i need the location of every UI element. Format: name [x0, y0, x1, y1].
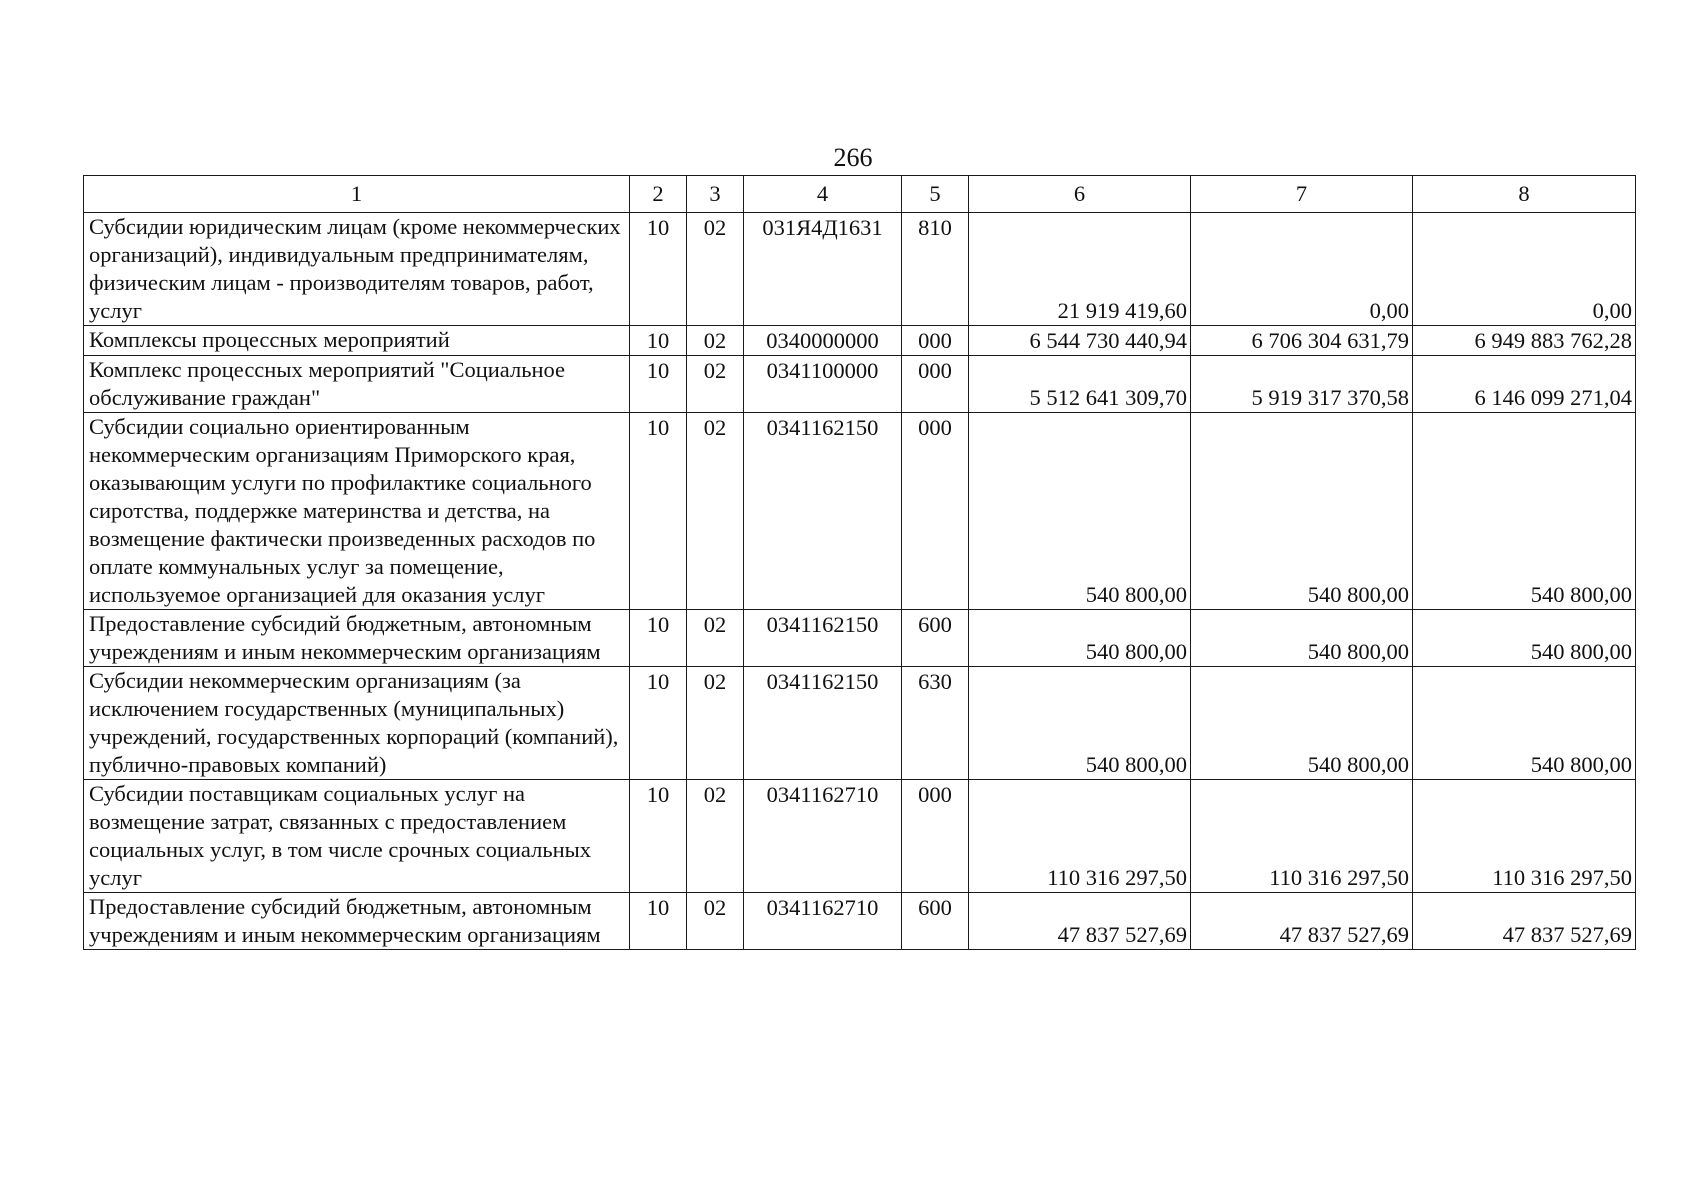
table-row [84, 610, 1636, 667]
section-code: 10 [630, 213, 687, 326]
amount-year-2: 5 919 317 370,58 [1191, 356, 1413, 413]
section-code: 10 [630, 413, 687, 610]
table-row [84, 667, 1636, 780]
amount-year-1: 540 800,00 [969, 610, 1191, 667]
subsection-code: 02 [687, 356, 744, 413]
header-cell: 8 [1413, 176, 1636, 213]
amount-year-2: 540 800,00 [1191, 413, 1413, 610]
table-row [84, 413, 1636, 610]
target-article-code: 0341162150 [744, 667, 902, 780]
section-code: 10 [630, 610, 687, 667]
subsection-code: 02 [687, 610, 744, 667]
header-row [84, 176, 1636, 213]
subsection-code: 02 [687, 893, 744, 950]
table-row [84, 213, 1636, 326]
subsection-code: 02 [687, 780, 744, 893]
row-name: Субсидии поставщикам социальных услуг на возмещение затрат, связанных с предоставлением социальных услуг, в том числе срочных социальных услуг [84, 780, 630, 893]
header-cell: 5 [902, 176, 969, 213]
amount-year-2: 6 706 304 631,79 [1191, 326, 1413, 356]
header-cell: 4 [744, 176, 902, 213]
row-name: Предоставление субсидий бюджетным, автономным учреждениям и иным некоммерческим организациям [84, 610, 630, 667]
header-cell: 7 [1191, 176, 1413, 213]
section-code: 10 [630, 326, 687, 356]
target-article-code: 0341162150 [744, 610, 902, 667]
header-cell: 3 [687, 176, 744, 213]
amount-year-2: 110 316 297,50 [1191, 780, 1413, 893]
target-article-code: 031Я4Д1631 [744, 213, 902, 326]
table-row [84, 780, 1636, 893]
budget-table [83, 175, 1636, 950]
target-article-code: 0341162710 [744, 893, 902, 950]
target-article-code: 0341162710 [744, 780, 902, 893]
target-article-code: 0341100000 [744, 356, 902, 413]
subsection-code: 02 [687, 667, 744, 780]
expense-type-code: 810 [902, 213, 969, 326]
amount-year-3: 540 800,00 [1413, 610, 1636, 667]
amount-year-1: 540 800,00 [969, 413, 1191, 610]
amount-year-2: 0,00 [1191, 213, 1413, 326]
expense-type-code: 000 [902, 356, 969, 413]
amount-year-3: 6 146 099 271,04 [1413, 356, 1636, 413]
subsection-code: 02 [687, 213, 744, 326]
amount-year-1: 540 800,00 [969, 667, 1191, 780]
subsection-code: 02 [687, 413, 744, 610]
expense-type-code: 000 [902, 780, 969, 893]
expense-type-code: 000 [902, 413, 969, 610]
table-row [84, 893, 1636, 950]
section-code: 10 [630, 780, 687, 893]
section-code: 10 [630, 893, 687, 950]
page-number: 266 [833, 143, 873, 172]
amount-year-2: 47 837 527,69 [1191, 893, 1413, 950]
target-article-code: 0341162150 [744, 413, 902, 610]
amount-year-3: 0,00 [1413, 213, 1636, 326]
expense-type-code: 600 [902, 893, 969, 950]
section-code: 10 [630, 356, 687, 413]
expense-type-code: 000 [902, 326, 969, 356]
amount-year-3: 540 800,00 [1413, 667, 1636, 780]
row-name: Субсидии юридическим лицам (кроме некоммерческих организаций), индивидуальным предпринимателям, физическим лицам - производителям товаров, работ, услуг [84, 213, 630, 326]
header-cell: 2 [630, 176, 687, 213]
amount-year-3: 540 800,00 [1413, 413, 1636, 610]
amount-year-1: 5 512 641 309,70 [969, 356, 1191, 413]
header-cell: 6 [969, 176, 1191, 213]
table-row [84, 356, 1636, 413]
amount-year-3: 110 316 297,50 [1413, 780, 1636, 893]
subsection-code: 02 [687, 326, 744, 356]
expense-type-code: 630 [902, 667, 969, 780]
section-code: 10 [630, 667, 687, 780]
expense-type-code: 600 [902, 610, 969, 667]
row-name: Комплексы процессных мероприятий [84, 326, 630, 356]
header-cell: 1 [84, 176, 630, 213]
amount-year-1: 6 544 730 440,94 [969, 326, 1191, 356]
amount-year-3: 6 949 883 762,28 [1413, 326, 1636, 356]
row-name: Комплекс процессных мероприятий "Социальное обслуживание граждан" [84, 356, 630, 413]
amount-year-1: 110 316 297,50 [969, 780, 1191, 893]
amount-year-2: 540 800,00 [1191, 667, 1413, 780]
target-article-code: 0340000000 [744, 326, 902, 356]
table-row [84, 326, 1636, 356]
amount-year-1: 21 919 419,60 [969, 213, 1191, 326]
amount-year-1: 47 837 527,69 [969, 893, 1191, 950]
amount-year-3: 47 837 527,69 [1413, 893, 1636, 950]
amount-year-2: 540 800,00 [1191, 610, 1413, 667]
row-name: Предоставление субсидий бюджетным, автономным учреждениям и иным некоммерческим организациям [84, 893, 630, 950]
row-name: Субсидии некоммерческим организациям (за исключением государственных (муниципальных) учреждений, государственных корпораций (компаний), публично-правовых компаний) [84, 667, 630, 780]
row-name: Субсидии социально ориентированным некоммерческим организациям Приморского края, оказывающим услуги по профилактике социального сиротства, поддержке материнства и детства, на возмещение фактически произведенных расходов по оплате коммунальных услуг за помещение, используемое организацией для оказания услуг [84, 413, 630, 610]
